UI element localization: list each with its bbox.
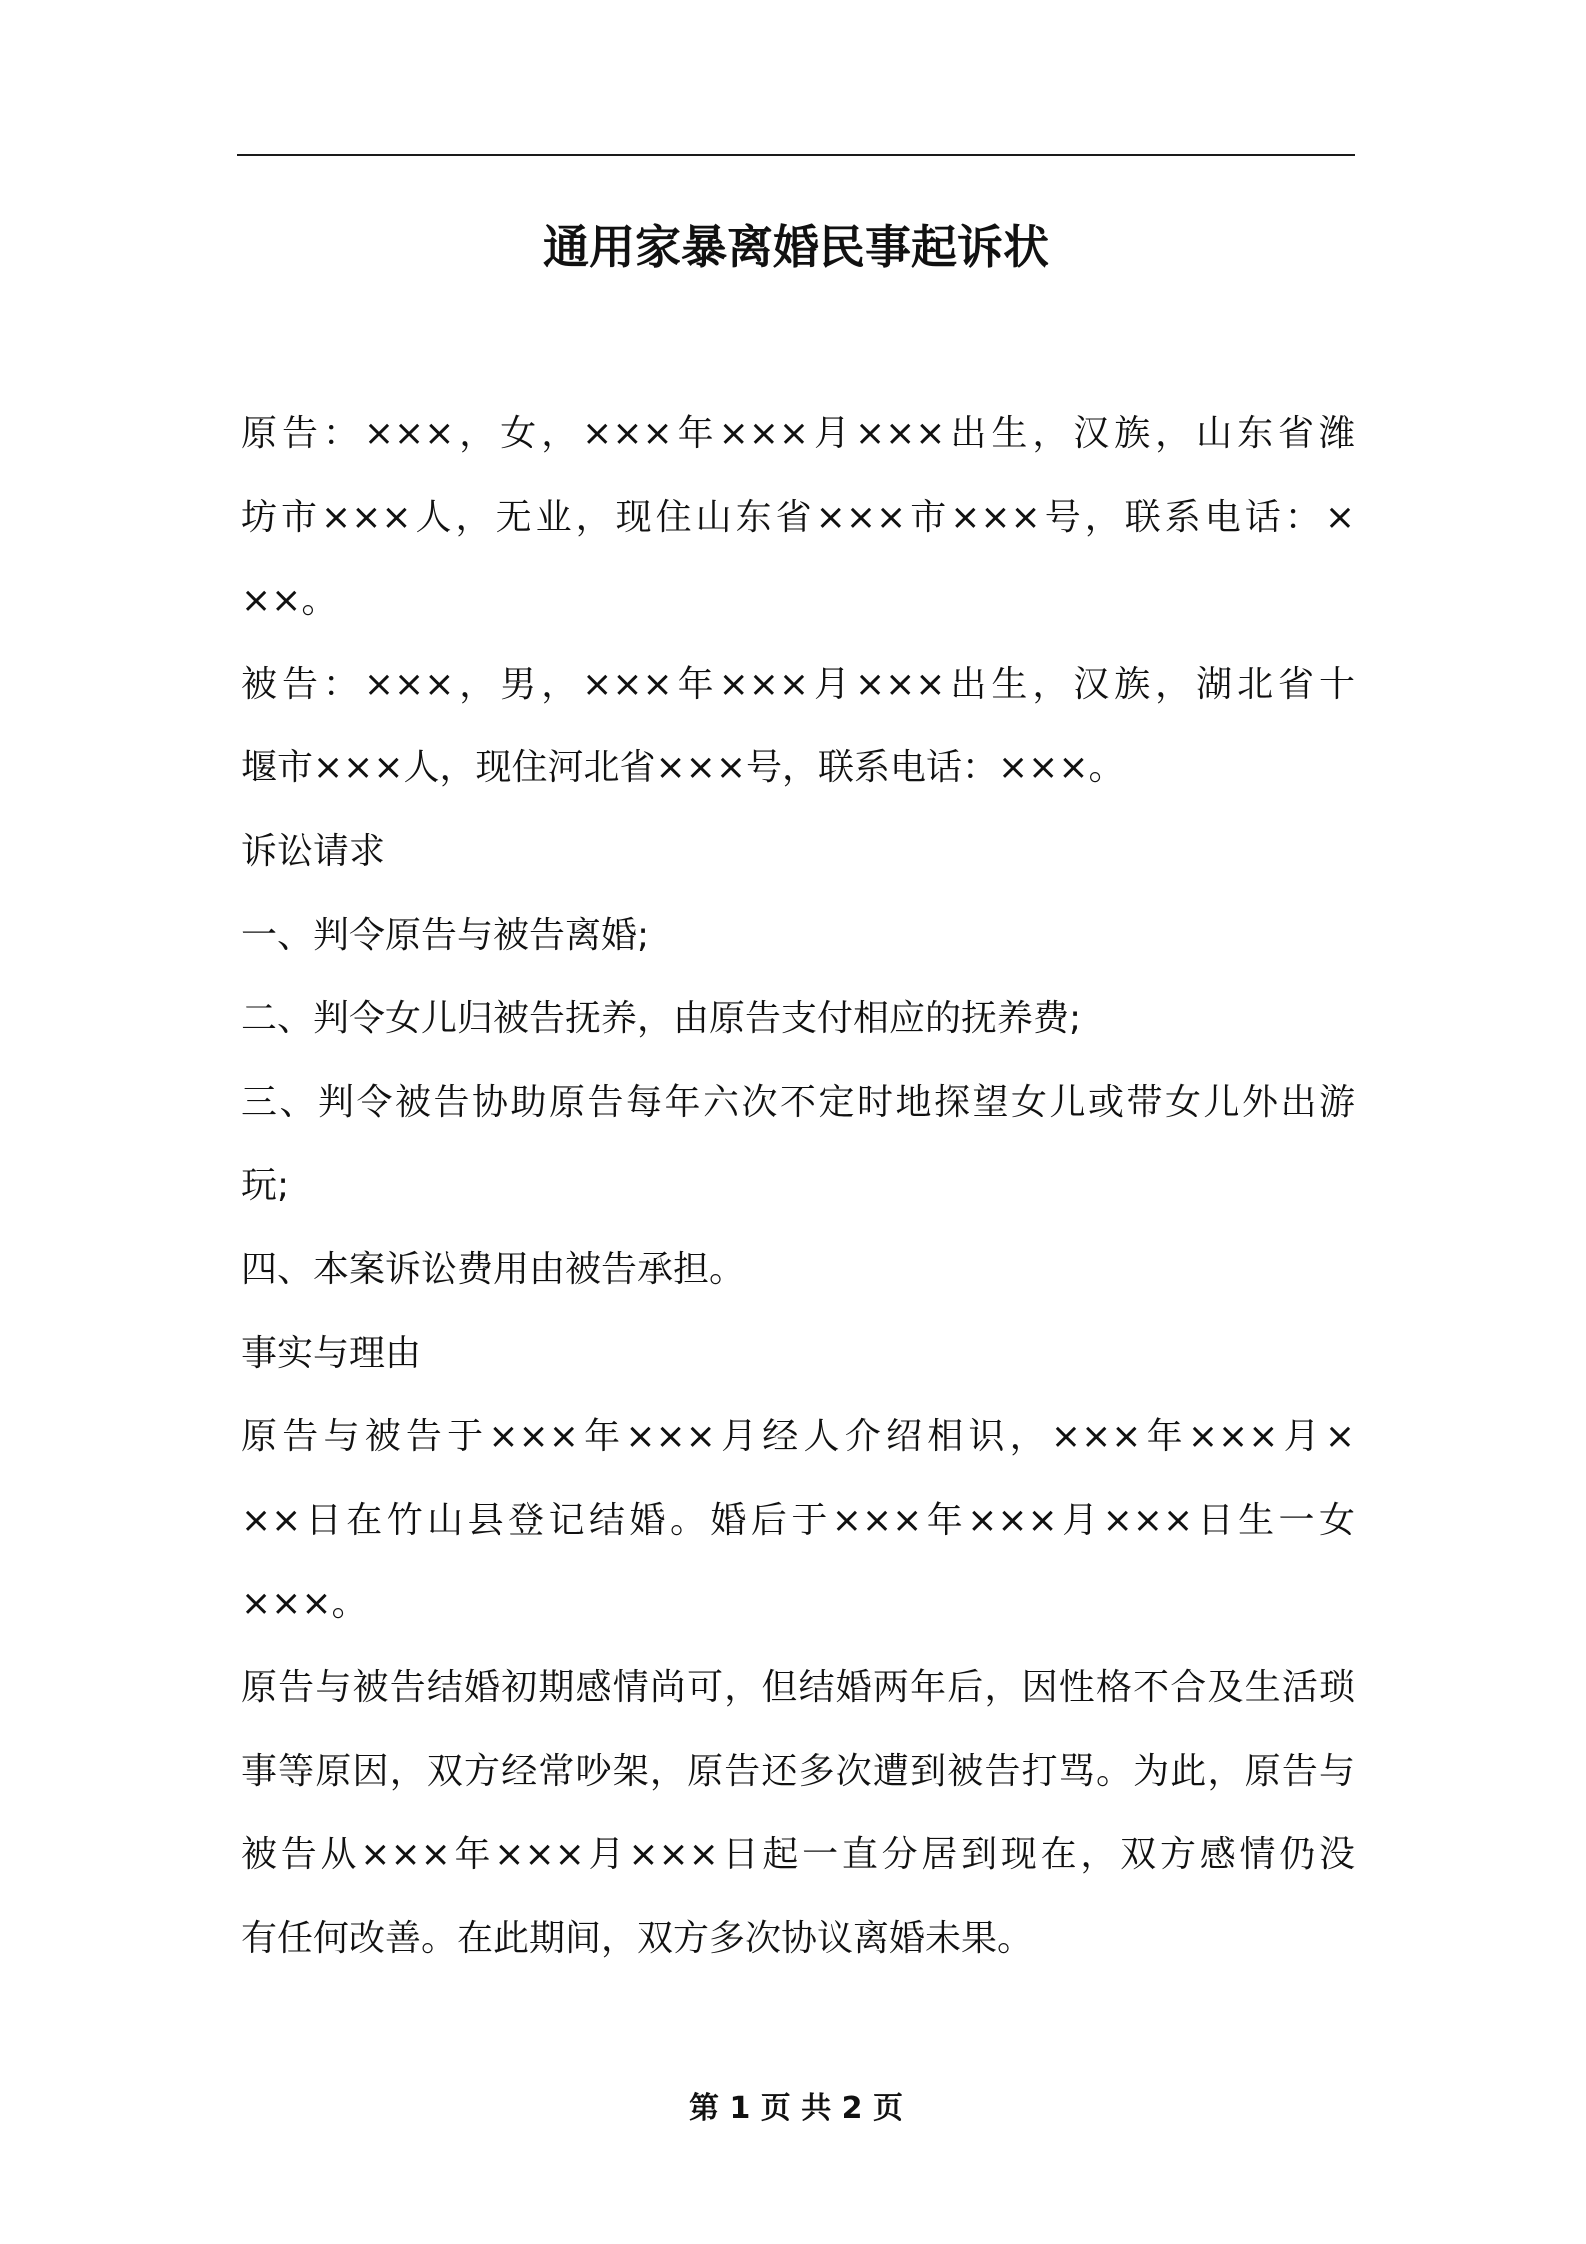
facts-paragraph-1 [241, 1395, 1355, 1646]
claim-item-2: 二、判令女儿归被告抚养，由原告支付相应的抚养费; [241, 998, 1082, 1040]
facts-line: ××日在竹山县登记结婚。婚后于×××年×××月×××日生一女 [241, 1499, 1355, 1541]
facts-section [241, 1312, 1355, 1981]
facts-line: 被告从×××年×××月×××日起一直分居到现在，双方感情仍没 [241, 1834, 1355, 1876]
facts-line: 有任何改善。在此期间，双方多次协议离婚未果。 [241, 1917, 1034, 1959]
facts-line: ×××。 [241, 1583, 368, 1625]
claims-section [241, 810, 1355, 1312]
claim-item-4: 四、本案诉讼费用由被告承担。 [241, 1248, 746, 1290]
facts-paragraph-2 [241, 1646, 1355, 1980]
facts-heading: 事实与理由 [241, 1332, 422, 1374]
claims-heading: 诉讼请求 [241, 830, 386, 872]
facts-line: 事等原因，双方经常吵架，原告还多次遭到被告打骂。为此，原告与 [241, 1750, 1355, 1792]
plaintiff-paragraph [241, 392, 1355, 643]
claim-item-line: 三、判令被告协助原告每年六次不定时地探望女儿或带女儿外出游 [241, 1081, 1355, 1123]
plaintiff-line: 原告：×××，女，×××年×××月×××出生，汉族，山东省潍 [241, 413, 1355, 454]
plaintiff-line: 坊市×××人，无业，现住山东省×××市×××号，联系电话：× [241, 496, 1355, 538]
defendant-paragraph [241, 643, 1355, 810]
claim-item-line: 玩; [241, 1165, 290, 1207]
defendant-line: 堰市×××人，现住河北省×××号，联系电话：×××。 [241, 747, 1125, 789]
plaintiff-line: ××。 [241, 580, 338, 622]
document-body [241, 392, 1355, 1980]
header-rule [237, 154, 1355, 156]
claim-item-1: 一、判令原告与被告离婚; [241, 914, 650, 956]
page-number: 第 1 页 共 2 页 [689, 2091, 903, 2126]
claim-item-3 [241, 1061, 1355, 1228]
document-title: 通用家暴离婚民事起诉状 [543, 220, 1049, 274]
defendant-line: 被告：×××，男，×××年×××月×××出生，汉族，湖北省十 [241, 663, 1355, 705]
facts-line: 原告与被告结婚初期感情尚可，但结婚两年后，因性格不合及生活琐 [241, 1666, 1355, 1708]
facts-line: 原告与被告于×××年×××月经人介绍相识，×××年×××月× [241, 1416, 1355, 1458]
